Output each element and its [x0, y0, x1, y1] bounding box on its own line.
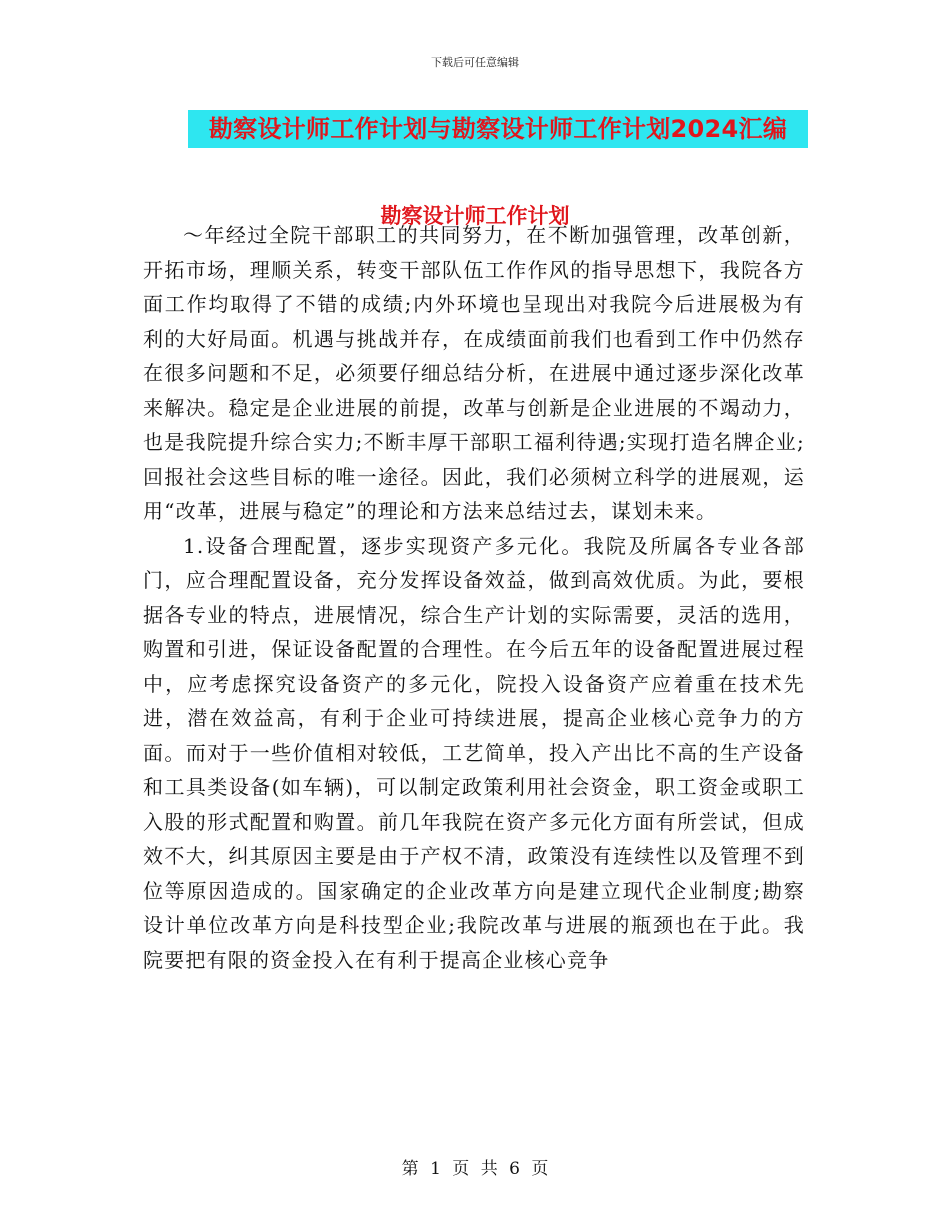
document-title: 勘察设计师工作计划与勘察设计师工作计划2024汇编 [208, 115, 788, 143]
body-paragraph: ～年经过全院干部职工的共同努力，在不断加强管理，改革创新，开拓市场，理顺关系，转变干部队伍工作作风的指导思想下，我院各方面工作均取得了不错的成绩;内外环境也呈现出对我院今后进展极为有利的大好局面。机遇与挑战并存，在成绩面前我们也看到工作中仍然存在很多问题和不足，必须要仔细总结分析，在进展中通过逐步深化改革来解决。稳定是企业进展的前提，改革与创新是企业进展的不竭动力，也是我院提升综合实力;不断丰厚干部职工福利待遇;实现打造名牌企业;回报社会这些目标的唯一途径。因此，我们必须树立科学的进展观，运用“改革，进展与稳定”的理论和方法来总结过去，谋划未来。 [143, 223, 805, 523]
section-title: 勘察设计师工作计划 [380, 204, 570, 228]
body-paragraph: 1.设备合理配置，逐步实现资产多元化。我院及所属各专业各部门，应合理配置设备，充分发挥设备效益，做到高效优质。为此，要根据各专业的特点，进展情况，综合生产计划的实际需要，灵活的选用，购置和引进，保证设备配置的合理性。在今后五年的设备配置进展过程中，应考虑探究设备资产的多元化，院投入设备资产应着重在技术先进，潜在效益高，有利于企业可持续进展，提高企业核心竞争力的方面。而对于一些价值相对较低，工艺简单，投入产出比不高的生产设备和工具类设备(如车辆)，可以制定政策利用社会资金，职工资金或职工入股的形式配置和购置。前几年我院在资产多元化方面有所尝试，但成效不大，纠其原因主要是由于产权不清，政策没有连续性以及管理不到位等原因造成的。国家确定的企业改革方向是建立现代企业制度;勘察设计单位改革方向是科技型企业;我院改革与进展的瓶颈也在于此。我院要把有限的资金投入在有利于提高企业核心竞争 [143, 533, 805, 972]
page-number: 第 1 页 共 6 页 [401, 1159, 549, 1179]
header-note: 下载后可任意编辑 [431, 56, 519, 69]
document-title-highlight [188, 110, 808, 148]
document-body [143, 218, 805, 977]
